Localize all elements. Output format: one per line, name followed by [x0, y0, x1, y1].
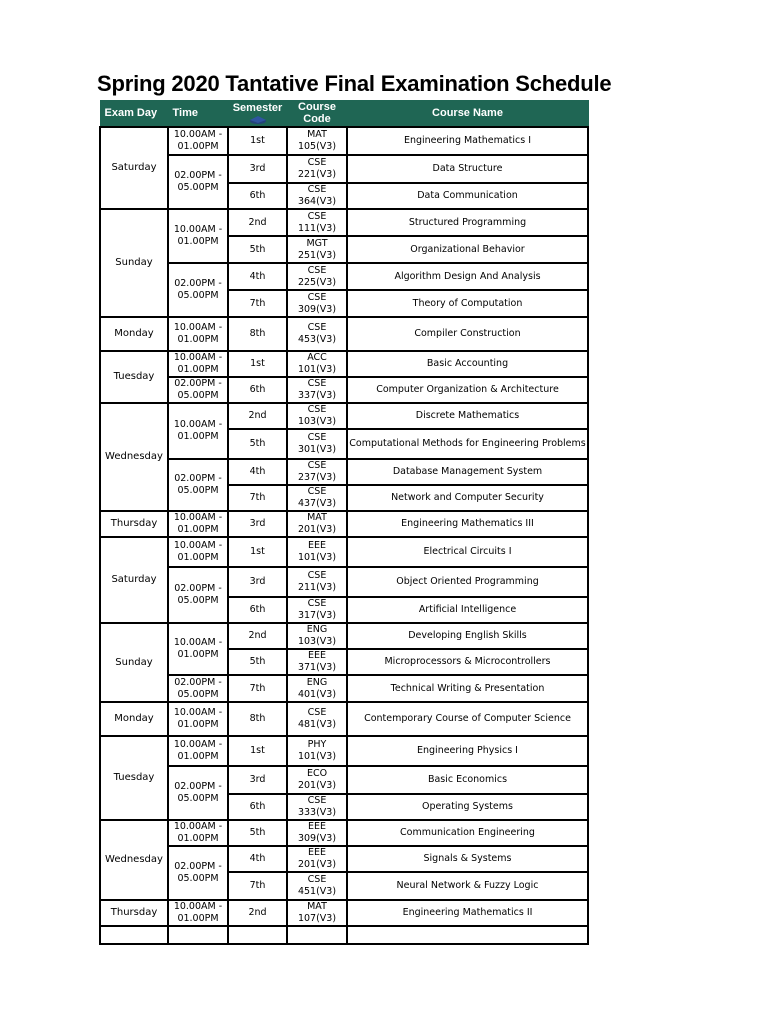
table-row: [100, 766, 588, 794]
time-cell: 10.00AM - 01.00PM: [168, 317, 228, 351]
course-name-cell: Theory of Computation: [347, 290, 588, 317]
course-code-cell: EEE 371(V3): [287, 649, 347, 675]
time-cell: [168, 926, 228, 944]
table-row: [100, 900, 588, 926]
course-code-cell: [287, 926, 347, 944]
time-cell: 10.00AM - 01.00PM: [168, 537, 228, 567]
table-row: [100, 263, 588, 290]
page-title: Spring 2020 Tantative Final Examination Schedule: [97, 71, 612, 96]
course-code-cell: CSE 333(V3): [287, 794, 347, 820]
course-name-cell: Electrical Circuits I: [347, 537, 588, 567]
semester-cell: 1st: [228, 351, 287, 377]
time-cell: 02.00PM - 05.00PM: [168, 567, 228, 623]
table-row: [100, 820, 588, 846]
time-cell: 10.00AM - 01.00PM: [168, 351, 228, 377]
course-name-cell: Signals & Systems: [347, 846, 588, 872]
course-code-cell: ENG 103(V3): [287, 623, 347, 649]
time-cell: 10.00AM - 01.00PM: [168, 127, 228, 155]
table-row: [100, 127, 588, 155]
exam-day-cell: Sunday: [100, 209, 168, 317]
course-name-cell: Algorithm Design And Analysis: [347, 263, 588, 290]
course-name-cell: [347, 926, 588, 944]
time-cell: 10.00AM - 01.00PM: [168, 623, 228, 675]
semester-cell: 5th: [228, 236, 287, 263]
course-name-cell: Artificial Intelligence: [347, 597, 588, 623]
course-code-cell: PHY 101(V3): [287, 736, 347, 766]
table-row: [100, 209, 588, 236]
semester-cell: 3rd: [228, 511, 287, 537]
header-exam-day: Exam Day: [100, 100, 168, 127]
course-name-cell: Technical Writing & Presentation: [347, 675, 588, 702]
course-code-cell: MAT 201(V3): [287, 511, 347, 537]
time-cell: 02.00PM - 05.00PM: [168, 459, 228, 511]
time-cell: 02.00PM - 05.00PM: [168, 155, 228, 209]
course-code-cell: CSE 103(V3): [287, 403, 347, 429]
header-course-code: Course Code: [287, 100, 347, 127]
table-row: [100, 623, 588, 649]
table-row: [100, 459, 588, 485]
semester-cell: 2nd: [228, 209, 287, 236]
course-name-cell: Discrete Mathematics: [347, 403, 588, 429]
semester-cell: 7th: [228, 485, 287, 511]
course-code-cell: ECO 201(V3): [287, 766, 347, 794]
course-name-cell: Organizational Behavior: [347, 236, 588, 263]
semester-cell: 7th: [228, 872, 287, 900]
course-name-cell: Data Communication: [347, 183, 588, 209]
time-cell: 02.00PM - 05.00PM: [168, 263, 228, 317]
header-semester: [228, 100, 287, 127]
course-code-cell: EEE 101(V3): [287, 537, 347, 567]
semester-cell: 3rd: [228, 766, 287, 794]
time-cell: 10.00AM - 01.00PM: [168, 403, 228, 459]
exam-day-cell: Wednesday: [100, 403, 168, 511]
course-name-cell: Engineering Mathematics III: [347, 511, 588, 537]
course-code-cell: CSE 221(V3): [287, 155, 347, 183]
semester-cell: [228, 926, 287, 944]
course-name-cell: Neural Network & Fuzzy Logic: [347, 872, 588, 900]
exam-day-cell: Tuesday: [100, 736, 168, 820]
semester-cell: 3rd: [228, 567, 287, 597]
exam-day-cell: Monday: [100, 702, 168, 736]
semester-cell: 1st: [228, 127, 287, 155]
semester-cell: 2nd: [228, 900, 287, 926]
course-name-cell: Developing English Skills: [347, 623, 588, 649]
table-row: [100, 155, 588, 183]
table-row: [100, 846, 588, 872]
course-code-cell: CSE 309(V3): [287, 290, 347, 317]
semester-cell: 2nd: [228, 623, 287, 649]
table-row: [100, 736, 588, 766]
header-semester-label: Semester: [232, 102, 283, 114]
semester-cell: 8th: [228, 317, 287, 351]
semester-cell: 8th: [228, 702, 287, 736]
course-code-cell: MGT 251(V3): [287, 236, 347, 263]
course-code-cell: CSE 364(V3): [287, 183, 347, 209]
course-code-cell: CSE 317(V3): [287, 597, 347, 623]
course-code-cell: CSE 301(V3): [287, 429, 347, 459]
course-name-cell: Operating Systems: [347, 794, 588, 820]
course-code-cell: CSE 111(V3): [287, 209, 347, 236]
course-name-cell: Engineering Mathematics I: [347, 127, 588, 155]
exam-day-cell: Sunday: [100, 623, 168, 702]
course-code-cell: CSE 237(V3): [287, 459, 347, 485]
semester-cell: 2nd: [228, 403, 287, 429]
course-name-cell: Database Management System: [347, 459, 588, 485]
course-code-cell: CSE 453(V3): [287, 317, 347, 351]
course-code-cell: EEE 201(V3): [287, 846, 347, 872]
time-cell: 02.00PM - 05.00PM: [168, 766, 228, 820]
course-name-cell: Basic Economics: [347, 766, 588, 794]
semester-cell: 5th: [228, 820, 287, 846]
semester-cell: 1st: [228, 537, 287, 567]
semester-cell: 4th: [228, 263, 287, 290]
semester-cell: 7th: [228, 675, 287, 702]
course-name-cell: Compiler Construction: [347, 317, 588, 351]
time-cell: 10.00AM - 01.00PM: [168, 736, 228, 766]
header-time: Time: [168, 100, 228, 127]
graduation-cap-icon: [247, 115, 269, 124]
course-name-cell: Engineering Mathematics II: [347, 900, 588, 926]
semester-cell: 5th: [228, 649, 287, 675]
course-code-cell: CSE 211(V3): [287, 567, 347, 597]
semester-cell: 6th: [228, 597, 287, 623]
course-name-cell: Network and Computer Security: [347, 485, 588, 511]
exam-day-cell: Saturday: [100, 127, 168, 209]
course-code-cell: CSE 437(V3): [287, 485, 347, 511]
course-name-cell: Basic Accounting: [347, 351, 588, 377]
time-cell: 10.00AM - 01.00PM: [168, 900, 228, 926]
semester-cell: 4th: [228, 459, 287, 485]
course-name-cell: Contemporary Course of Computer Science: [347, 702, 588, 736]
semester-cell: 5th: [228, 429, 287, 459]
table-row: [100, 317, 588, 351]
exam-day-cell: Wednesday: [100, 820, 168, 900]
course-code-cell: EEE 309(V3): [287, 820, 347, 846]
exam-day-cell: Monday: [100, 317, 168, 351]
time-cell: 02.00PM - 05.00PM: [168, 377, 228, 403]
course-name-cell: Communication Engineering: [347, 820, 588, 846]
table-row: [100, 675, 588, 702]
course-code-cell: MAT 107(V3): [287, 900, 347, 926]
exam-day-cell: Tuesday: [100, 351, 168, 403]
semester-cell: 6th: [228, 794, 287, 820]
table-row: [100, 403, 588, 429]
semester-cell: 6th: [228, 183, 287, 209]
header-course-name: Course Name: [347, 100, 588, 127]
semester-cell: 7th: [228, 290, 287, 317]
course-name-cell: Computational Methods for Engineering Problems: [347, 429, 588, 459]
semester-cell: 3rd: [228, 155, 287, 183]
course-code-cell: CSE 481(V3): [287, 702, 347, 736]
exam-day-cell: Saturday: [100, 537, 168, 623]
course-name-cell: Microprocessors & Microcontrollers: [347, 649, 588, 675]
exam-day-cell: [100, 926, 168, 944]
table-header-row: [100, 100, 588, 127]
semester-cell: 4th: [228, 846, 287, 872]
table-row: [100, 567, 588, 597]
table-row: [100, 926, 588, 944]
exam-schedule-table: [99, 100, 589, 945]
time-cell: 02.00PM - 05.00PM: [168, 846, 228, 900]
table-row: [100, 537, 588, 567]
semester-cell: 6th: [228, 377, 287, 403]
time-cell: 10.00AM - 01.00PM: [168, 511, 228, 537]
time-cell: 10.00AM - 01.00PM: [168, 820, 228, 846]
table-row: [100, 702, 588, 736]
table-row: [100, 351, 588, 377]
course-code-cell: ENG 401(V3): [287, 675, 347, 702]
course-code-cell: CSE 225(V3): [287, 263, 347, 290]
time-cell: 10.00AM - 01.00PM: [168, 702, 228, 736]
course-name-cell: Data Structure: [347, 155, 588, 183]
course-code-cell: ACC 101(V3): [287, 351, 347, 377]
course-code-cell: MAT 105(V3): [287, 127, 347, 155]
course-code-cell: CSE 451(V3): [287, 872, 347, 900]
time-cell: 02.00PM - 05.00PM: [168, 675, 228, 702]
time-cell: 10.00AM - 01.00PM: [168, 209, 228, 263]
course-name-cell: Structured Programming: [347, 209, 588, 236]
table-row: [100, 511, 588, 537]
course-name-cell: Object Oriented Programming: [347, 567, 588, 597]
exam-day-cell: Thursday: [100, 511, 168, 537]
semester-cell: 1st: [228, 736, 287, 766]
course-code-cell: CSE 337(V3): [287, 377, 347, 403]
course-name-cell: Computer Organization & Architecture: [347, 377, 588, 403]
exam-day-cell: Thursday: [100, 900, 168, 926]
table-row: [100, 377, 588, 403]
course-name-cell: Engineering Physics I: [347, 736, 588, 766]
